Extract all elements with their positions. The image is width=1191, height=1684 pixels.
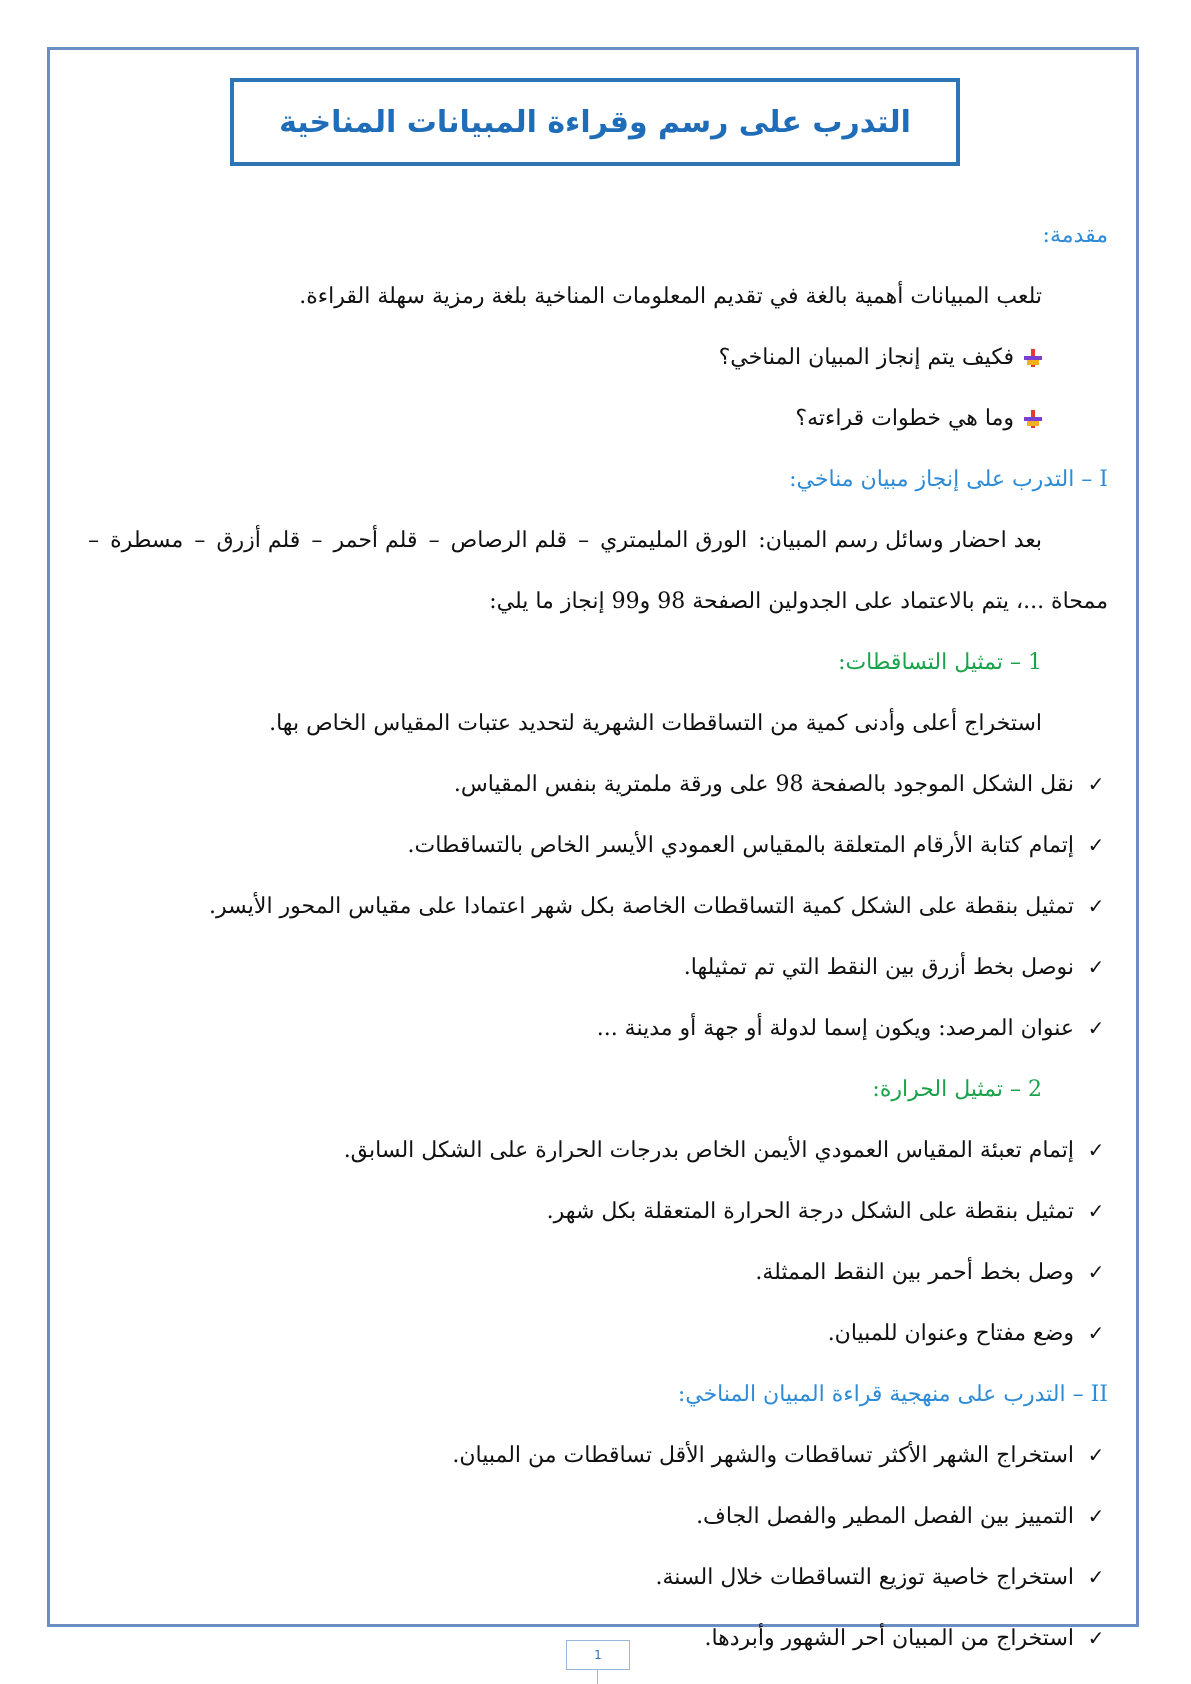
intro-question (88, 388, 1108, 449)
checklist-item-text: التمييز بين الفصل المطير والفصل الجاف. (696, 1504, 1074, 1529)
checklist-item-text: تمثيل بنقطة على الشكل درجة الحرارة المتعقلة بكل شهر. (546, 1199, 1074, 1224)
checklist-item (88, 876, 1108, 937)
tools-word: – (428, 528, 440, 553)
section2-heading: II – التدرب على منهجية قراءة المبيان المناخي: (677, 1382, 1108, 1407)
checklist-item (88, 1547, 1108, 1608)
checklist-item-text: إتمام تعبئة المقياس العمودي الأيمن الخاص بدرجات الحرارة على الشكل السابق. (343, 1138, 1074, 1163)
check-icon: ✓ (1087, 1565, 1105, 1589)
tools-word: الورق المليمتري (600, 528, 748, 553)
check-icon: ✓ (1087, 833, 1105, 857)
tools-word: – (578, 528, 590, 553)
sub1-text: استخراج أعلى وأدنى كمية من التساقطات الشهرية لتحديد عتبات المقياس الخاص بها. (269, 711, 1042, 736)
checklist-item-text: استخراج الشهر الأكثر تساقطات والشهر الأقل تساقطات من المبيان. (452, 1443, 1074, 1468)
checklist-item-text: تمثيل بنقطة على الشكل كمية التساقطات الخاصة بكل شهر اعتمادا على مقياس المحور الأيسر. (209, 894, 1074, 919)
checklist-item (88, 1303, 1108, 1364)
check-icon: ✓ (1087, 1504, 1105, 1528)
checklist-item-text: استخراج خاصية توزيع التساقطات خلال السنة. (655, 1565, 1074, 1590)
checklist-item-text: نوصل بخط أزرق بين النقط التي تم تمثيلها. (683, 955, 1074, 980)
tools-line-continued: ممحاة ...، يتم بالاعتماد على الجدولين الصفحة 98 و99 إنجاز ما يلي: (489, 589, 1108, 614)
page-number: 1 (566, 1640, 630, 1670)
checklist-item (88, 1425, 1108, 1486)
intro-question-text: وما هي خطوات قراءته؟ (795, 406, 1014, 431)
check-icon: ✓ (1087, 1626, 1105, 1650)
section1-heading: I – التدرب على إنجاز مبيان مناخي: (789, 467, 1108, 492)
checklist-item (88, 1486, 1108, 1547)
check-icon: ✓ (1087, 894, 1105, 918)
checklist-item-text: وصل بخط أحمر بين النقط الممثلة. (755, 1260, 1074, 1285)
page-title: التدرب على رسم وقراءة المبيانات المناخية (279, 104, 911, 140)
check-icon: ✓ (1087, 1260, 1105, 1284)
checklist-item (88, 998, 1108, 1059)
tools-line (88, 510, 1108, 571)
tools-word: – (194, 528, 206, 553)
tools-word: مسطرة (110, 528, 184, 553)
tools-word: قلم أحمر (333, 528, 418, 553)
check-icon: ✓ (1087, 955, 1105, 979)
checklist-item (88, 1242, 1108, 1303)
check-icon: ✓ (1087, 1016, 1105, 1040)
tools-word: قلم أزرق (216, 528, 301, 553)
check-icon: ✓ (1087, 1138, 1105, 1162)
checklist-item (88, 1120, 1108, 1181)
arrow-bullet-icon (1024, 410, 1042, 428)
intro-question-text: فكيف يتم إنجاز المبيان المناخي؟ (718, 345, 1014, 370)
checklist-item (88, 754, 1108, 815)
title-box (230, 78, 960, 166)
check-icon: ✓ (1087, 1321, 1105, 1345)
checklist-item (88, 937, 1108, 998)
intro-question (88, 327, 1108, 388)
check-icon: ✓ (1087, 772, 1105, 796)
checklist-item (88, 815, 1108, 876)
intro-text: تلعب المبيانات أهمية بالغة في تقديم المعلومات المناخية بلغة رمزية سهلة القراءة. (299, 284, 1042, 309)
arrow-bullet-icon (1024, 349, 1042, 367)
checklist-item-text: وضع مفتاح وعنوان للمبيان. (827, 1321, 1074, 1346)
document-body (88, 205, 1108, 1669)
sub2-heading: 2 – تمثيل الحرارة: (872, 1077, 1042, 1102)
checklist-item-text: نقل الشكل الموجود بالصفحة 98 على ورقة ملمترية بنفس المقياس. (453, 772, 1074, 797)
tools-word: بعد احضار وسائل رسم المبيان: (758, 528, 1042, 553)
check-icon: ✓ (1087, 1199, 1105, 1223)
intro-heading: مقدمة: (1042, 223, 1108, 248)
tools-word: قلم الرصاص (450, 528, 568, 553)
tools-word: – (88, 528, 100, 553)
tools-word: – (311, 528, 323, 553)
check-icon: ✓ (1087, 1443, 1105, 1467)
checklist-item-text: عنوان المرصد: ويكون إسما لدولة أو جهة أو مدينة ... (596, 1016, 1074, 1041)
checklist-item (88, 1181, 1108, 1242)
sub1-heading: 1 – تمثيل التساقطات: (838, 650, 1042, 675)
page-number-stem (597, 1670, 598, 1684)
checklist-item-text: إتمام كتابة الأرقام المتعلقة بالمقياس العمودي الأيسر الخاص بالتساقطات. (407, 833, 1074, 858)
checklist-item-text: استخراج من المبيان أحر الشهور وأبردها. (704, 1626, 1074, 1651)
